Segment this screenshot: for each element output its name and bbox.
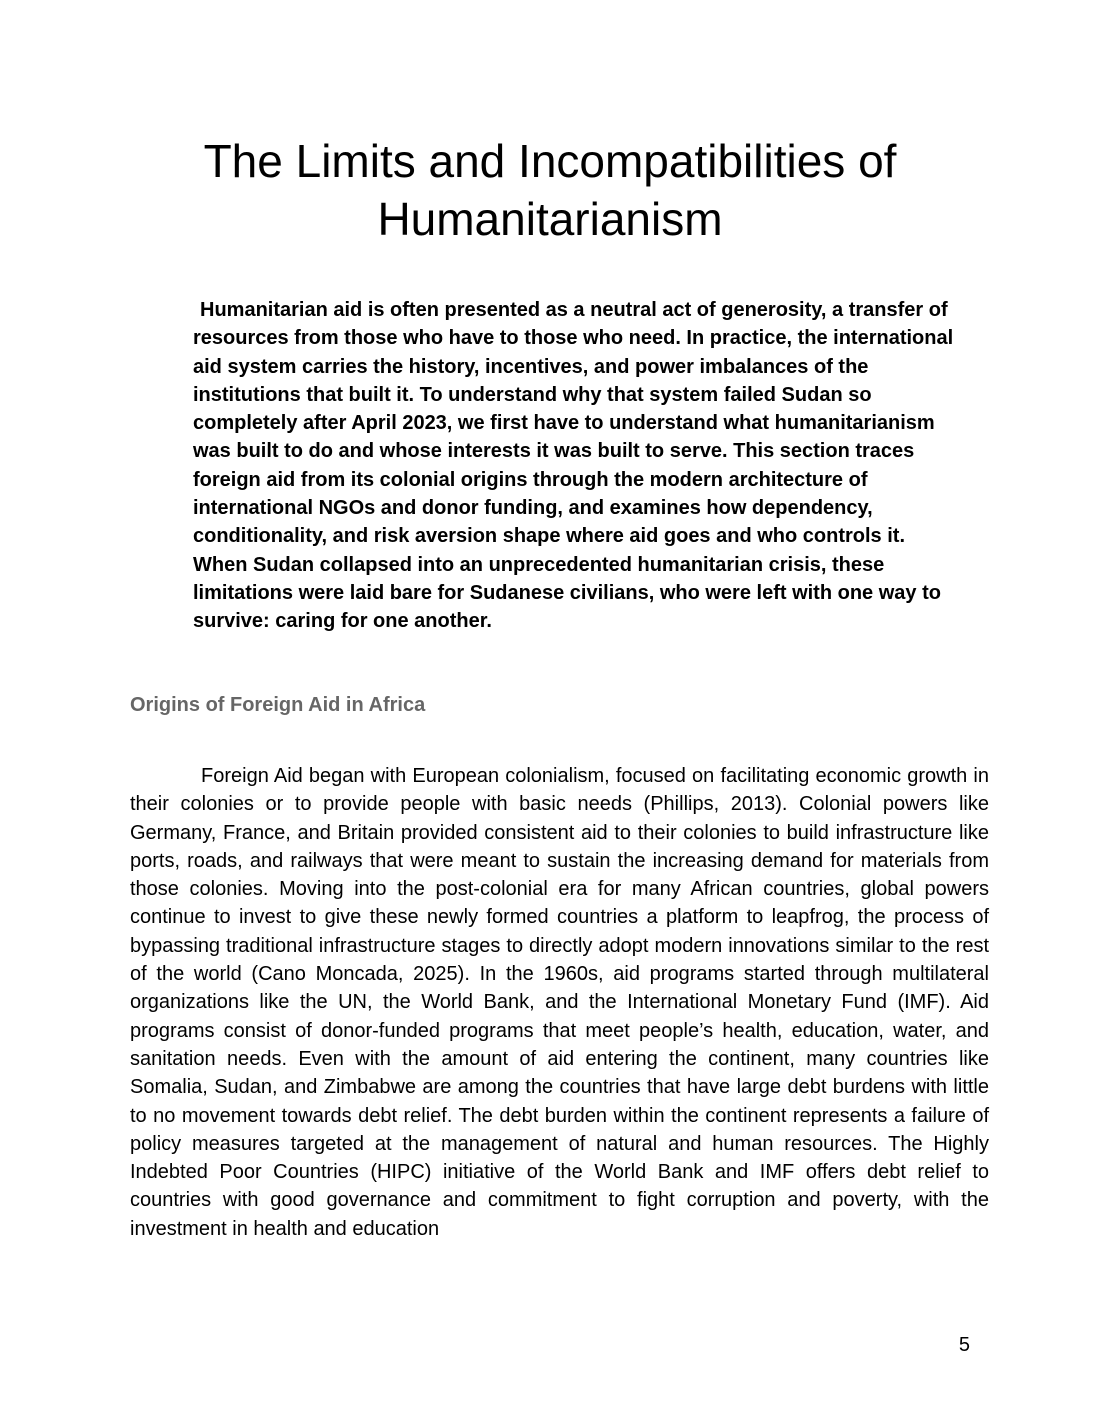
page-title: The Limits and Incompatibilities of Humanitarianism — [203, 135, 897, 245]
abstract-paragraph: Humanitarian aid is often presented as a neutral act of generosity, a transfer of resources from those who have to those who need. In practice, the international aid system carries the history, incentives, and power imbalances of the institutions that built it. To understand why that system failed Sudan so completely after April 2023, we first have to understand what humanitarianism was built to do and whose interests it was built to serve. This section traces foreign aid from its colonial origins through the modern architecture of international NGOs and donor funding, and examines how dependency, conditionality, and risk aversion shape where aid goes and who controls it. When Sudan collapsed into an unprecedented humanitarian crisis, these limitations were laid bare for Sudanese civilians, who were left with one way to survive: caring for one another. — [193, 299, 954, 633]
section-heading: Origins of Foreign Aid in Africa — [130, 694, 426, 716]
body-paragraph: Foreign Aid began with European colonialism, focused on facilitating economic growth in their colonies or to provide people with basic needs (Phillips, 2013). Colonial powers like Germany, France, and Britain provided consistent aid to their colonies to build infrastructure like ports, roads, and railways that were meant to sustain the increasing demand for materials from those colonies. Moving into the post-colonial era for many African countries, global powers continue to invest to give these newly formed countries a platform to leapfrog, the process of bypassing traditional infrastructure stages to directly adopt modern innovations similar to the rest of the world (Cano Moncada, 2025). In the 1960s, aid programs started through multilateral organizations like the UN, the World Bank, and the International Monetary Fund (IMF). Aid programs consist of donor-funded programs that meet people’s health, education, water, and sanitation needs. Even with the amount of aid entering the continent, many countries like Somalia, Sudan, and Zimbabwe are among the countries that have large debt burdens with little to no movement towards debt relief. The debt burden within the continent represents a failure of policy measures targeted at the management of natural and human resources. The Highly Indebted Poor Countries (HIPC) initiative of the World Bank and IMF offers debt relief to countries with good governance and commitment to fight corruption and poverty, with the investment in health and education — [130, 765, 989, 1240]
page-number: 5 — [958, 1334, 970, 1356]
